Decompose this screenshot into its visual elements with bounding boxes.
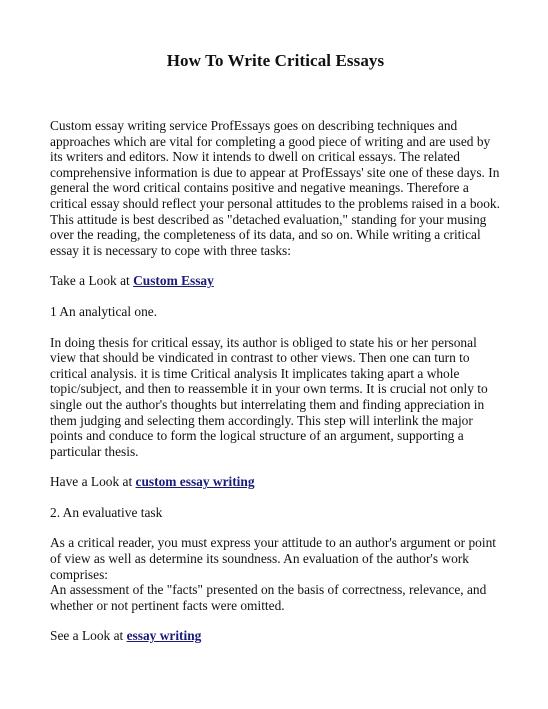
look-prefix-2: Have a Look at [50, 474, 136, 490]
task-2-heading: 2. An evaluative task [50, 504, 163, 520]
look-line-3 [50, 628, 501, 644]
custom-essay-writing-link[interactable]: custom essay writing [135, 474, 255, 490]
custom-essay-link[interactable]: Custom Essay [133, 273, 214, 289]
look-line-1 [50, 273, 501, 289]
page-title: How To Write Critical Essays [166, 51, 385, 70]
essay-writing-link[interactable]: essay writing [126, 628, 202, 644]
task-2-text-2: An assessment of the "facts" presented on the basis of correctness, relevance, and whether or not pertinent facts were omitted. [50, 582, 487, 613]
task-1-paragraph: In doing thesis for critical essay, its author is obliged to state his or her personal view that should be vindicated in contrast to other views. Then one can turn to critical analysis. it is time Critical analysis It implicates taking apart a whole topic/subject, and then to reassemble it in your own terms. It is crucial not only to single out the author's thoughts but interrelating them and finding appreciation in them judging and selecting them accordingly. This step will interlink the major points and conduce to form the logical structure of an argument, supporting a particular thesis. [50, 334, 488, 459]
look-line-2 [50, 474, 501, 490]
task-2-paragraph [50, 535, 501, 613]
look-prefix-3: See a Look at [50, 628, 127, 644]
task-2-text-1: As a critical reader, you must express your attitude to an author's argument or point of view as well as determine its soundness. An evaluation of the author's work comprises: [50, 535, 497, 582]
look-prefix-1: Take a Look at [50, 273, 134, 289]
intro-paragraph: Custom essay writing service ProfEssays goes on describing techniques and approaches which are vital for completing a good piece of writing and are used by its writers and editors. Now it intends to dwell on critical essays. The related comprehensive information is due to appear at ProfEssays' site one of these days. In general the word critical contains positive and negative meanings. Therefore a critical essay should reflect your personal attitudes to the problems raised in a book. This attitude is best described as "detached evaluation," standing for your musing over the reading, the completeness of its data, and so on. While writing a critical essay it is necessary to cope with three tasks: [50, 118, 500, 258]
document-body [50, 118, 501, 644]
task-1-heading: 1 An analytical one. [50, 303, 158, 319]
